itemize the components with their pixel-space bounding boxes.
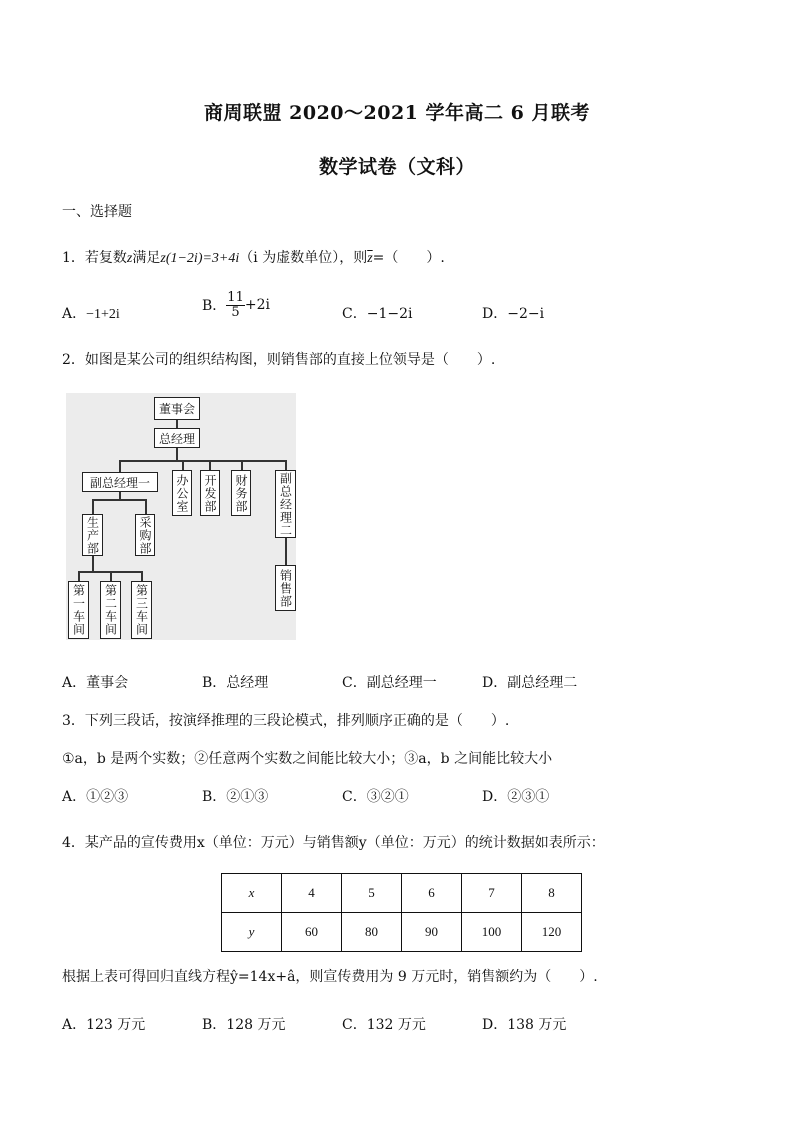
q4-option-c: C．132 万元 bbox=[342, 1017, 426, 1033]
connector-line bbox=[182, 460, 184, 470]
org-box-workshop-2: 第二车间 bbox=[100, 581, 121, 639]
org-box-production: 生产部 bbox=[82, 514, 103, 556]
org-box-workshop-3: 第三车间 bbox=[131, 581, 152, 639]
q1-text-a: 1．若复数 bbox=[62, 250, 127, 266]
table-row bbox=[222, 913, 582, 952]
q1-text-c: （i 为虚数单位），则 bbox=[239, 250, 368, 266]
fraction-denominator: 5 bbox=[231, 304, 240, 320]
connector-line bbox=[119, 460, 285, 462]
org-box-workshop-1: 第一车间 bbox=[68, 581, 89, 639]
option-value: −2−i bbox=[507, 306, 545, 322]
table-cell: 5 bbox=[342, 874, 402, 913]
table-cell: 60 bbox=[282, 913, 342, 952]
option-label: A． bbox=[62, 306, 87, 322]
org-box-finance: 财务部 bbox=[231, 470, 251, 516]
connector-line bbox=[285, 538, 287, 565]
q4-followup: 根据上表可得回归直线方程ŷ=14x+â，则宣传费用为 9 万元时，销售额约为（ ）. bbox=[62, 969, 598, 985]
q1-option-b bbox=[202, 291, 270, 319]
connector-line bbox=[92, 556, 94, 571]
fraction bbox=[226, 291, 245, 319]
option-value: +2i bbox=[244, 297, 270, 314]
org-box-office: 办公室 bbox=[172, 470, 192, 516]
table-cell: 8 bbox=[522, 874, 582, 913]
table-row bbox=[222, 874, 582, 913]
connector-line bbox=[285, 460, 287, 470]
option-value: −1−2i bbox=[366, 306, 413, 322]
question-3: 3．下列三段话，按演绎推理的三段论模式，排列顺序正确的是（ ）. bbox=[62, 713, 510, 729]
connector-line bbox=[92, 499, 145, 501]
fraction-numerator: 11 bbox=[227, 290, 244, 305]
q3-option-b: B．②①③ bbox=[202, 789, 269, 805]
section-heading: 一、选择题 bbox=[62, 204, 132, 220]
connector-line bbox=[119, 491, 121, 499]
org-box-sales: 销售部 bbox=[275, 565, 296, 611]
connector-line bbox=[110, 571, 112, 581]
q3-option-a: A．①②③ bbox=[62, 789, 129, 805]
q1-text-d: =（ ）. bbox=[372, 250, 445, 266]
org-box-board: 董事会 bbox=[154, 397, 200, 420]
connector-line bbox=[241, 460, 243, 470]
q3-option-d: D．②③① bbox=[482, 789, 550, 805]
org-box-purchasing: 采购部 bbox=[135, 514, 155, 556]
question-1 bbox=[62, 247, 445, 267]
org-box-dev: 开发部 bbox=[200, 470, 220, 516]
connector-line bbox=[176, 448, 178, 460]
q1-option-a bbox=[62, 303, 120, 323]
exam-subtitle: 数学试卷（文科） bbox=[318, 156, 475, 178]
table-cell: 80 bbox=[342, 913, 402, 952]
q2-option-d: D．副总经理二 bbox=[482, 675, 578, 691]
org-box-vp2: 副总经理二 bbox=[275, 470, 296, 538]
q4-option-b: B．128 万元 bbox=[202, 1017, 286, 1033]
table-cell: 7 bbox=[462, 874, 522, 913]
q1-zbar: $\overline{z}$ bbox=[367, 251, 373, 266]
q1-expr: z(1−2i)=3+4i bbox=[160, 251, 240, 266]
org-box-vp1: 副总经理一 bbox=[82, 472, 158, 492]
connector-line bbox=[141, 571, 143, 581]
table-cell: 4 bbox=[282, 874, 342, 913]
q1-z: z bbox=[126, 251, 133, 266]
q2-option-a: A．董事会 bbox=[62, 675, 129, 691]
connector-line bbox=[209, 460, 211, 470]
table-cell: 6 bbox=[402, 874, 462, 913]
q1-option-c bbox=[342, 303, 412, 323]
q3-option-c: C．③②① bbox=[342, 789, 409, 805]
q2-option-c: C．副总经理一 bbox=[342, 675, 437, 691]
q2-option-b: B．总经理 bbox=[202, 675, 269, 691]
option-label: C． bbox=[342, 306, 367, 322]
q1-text-b: 满足 bbox=[132, 250, 161, 266]
org-box-gm: 总经理 bbox=[154, 428, 200, 448]
connector-line bbox=[92, 499, 94, 514]
table-cell: 100 bbox=[462, 913, 522, 952]
question-2: 2．如图是某公司的组织结构图，则销售部的直接上位领导是（ ）. bbox=[62, 352, 496, 368]
table-cell: y bbox=[222, 913, 282, 952]
table-cell: x bbox=[222, 874, 282, 913]
exam-title: 商周联盟 2020～2021 学年高二 6 月联考 bbox=[204, 102, 590, 124]
org-chart bbox=[66, 393, 296, 640]
connector-line bbox=[119, 460, 121, 472]
q4-option-a: A．123 万元 bbox=[62, 1017, 146, 1033]
connector-line bbox=[78, 571, 80, 581]
option-label: B． bbox=[202, 298, 227, 315]
option-label: D． bbox=[482, 306, 508, 322]
q4-option-d: D．138 万元 bbox=[482, 1017, 567, 1033]
table-cell: 90 bbox=[402, 913, 462, 952]
table-cell: 120 bbox=[522, 913, 582, 952]
q3-statement: ①a，b 是两个实数；②任意两个实数之间能比较大小；③a，b 之间能比较大小 bbox=[62, 751, 553, 767]
data-table bbox=[221, 873, 582, 952]
q1-option-d bbox=[482, 303, 544, 323]
option-value: −1+2i bbox=[86, 307, 120, 322]
connector-line bbox=[145, 499, 147, 514]
question-4: 4．某产品的宣传费用x（单位：万元）与销售额y（单位：万元）的统计数据如表所示： bbox=[62, 835, 605, 851]
